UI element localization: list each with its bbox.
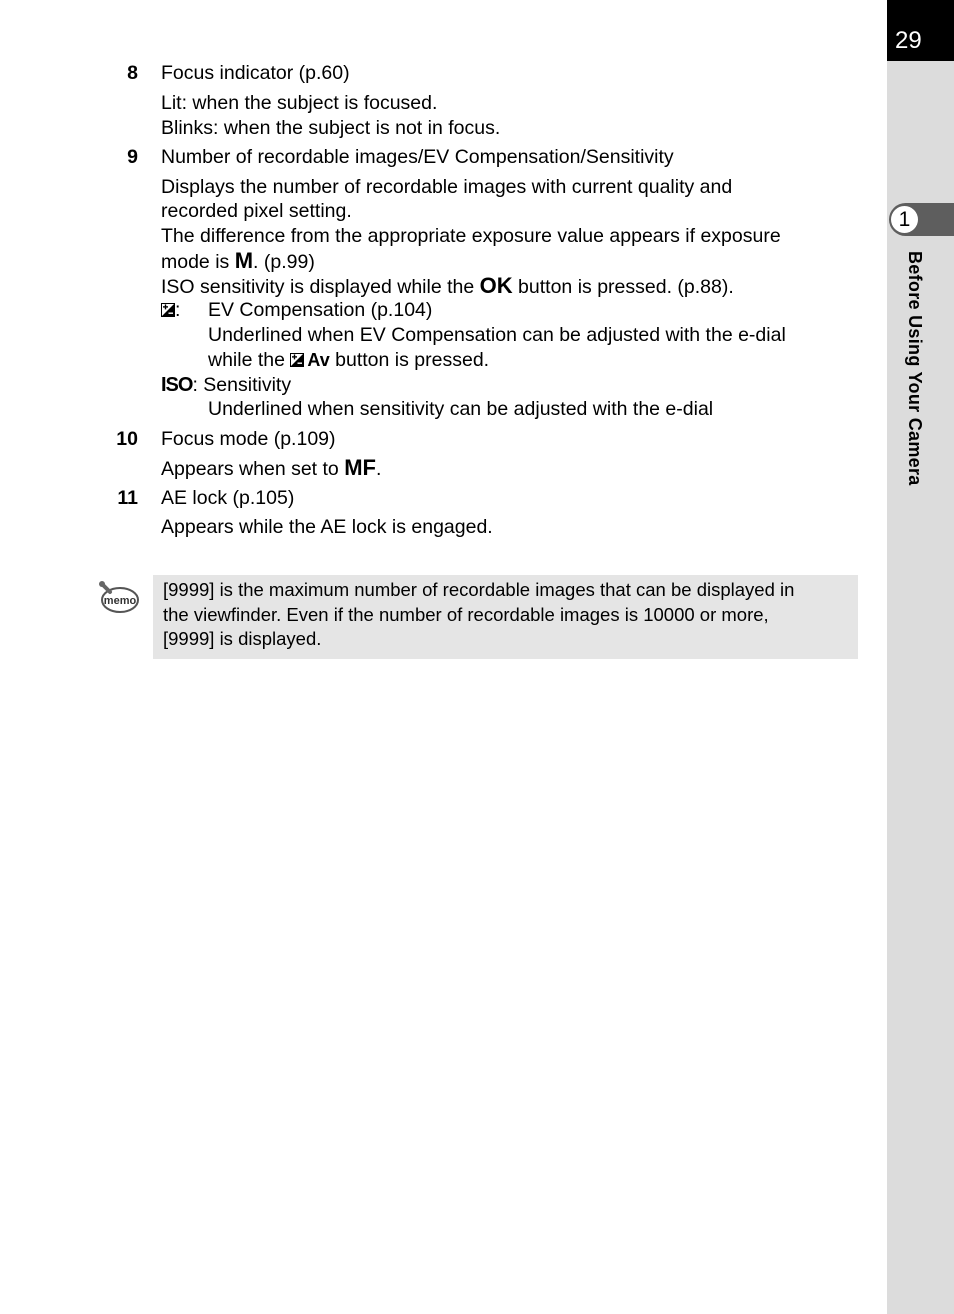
item-number: 11: [117, 487, 138, 509]
item-number: 8: [127, 62, 138, 84]
mf-suffix: .: [375, 458, 382, 480]
side-tab-strip: [887, 0, 954, 1314]
item-number: 9: [127, 146, 138, 168]
iso-suffix: button is pressed. (p.88).: [512, 276, 734, 298]
iso-display-line: [161, 274, 734, 300]
ev-label-colon: :: [175, 299, 181, 321]
ev-compensation-icon: [290, 353, 304, 367]
focus-mode-line: [161, 456, 381, 482]
item-text: Displays the number of recordable images with current quality and: [161, 176, 733, 198]
iso-symbol: ISO: [161, 374, 193, 396]
chapter-title: Before Using Your Camera: [905, 251, 925, 486]
item-title: Focus mode (p.109): [161, 428, 336, 450]
ok-button-symbol: OK: [479, 273, 513, 298]
mf-symbol: MF: [344, 455, 376, 480]
iso-prefix: ISO sensitivity is displayed while the: [161, 276, 480, 298]
memo-text: the viewfinder. Even if the number of recordable images is 10000 or more,: [163, 604, 769, 625]
ev-compensation-label: [161, 298, 180, 323]
memo-icon-label: memo: [103, 595, 137, 607]
item-text: Lit: when the subject is focused.: [161, 92, 438, 114]
item-text: Appears while the AE lock is engaged.: [161, 516, 493, 538]
mode-suffix: . (p.99): [253, 251, 315, 273]
item-text: The difference from the appropriate exposure value appears if exposure: [161, 225, 781, 247]
chapter-number: 1: [891, 206, 918, 233]
item-text: Blinks: when the subject is not in focus.: [161, 117, 501, 139]
page-number: 29: [895, 27, 922, 54]
item-text: recorded pixel setting.: [161, 200, 352, 222]
item-title: Number of recordable images/EV Compensation/Sensitivity: [161, 146, 674, 168]
av-button-symbol: Av: [307, 350, 330, 370]
mf-prefix: Appears when set to: [161, 458, 345, 480]
ev-desc2-suffix: button is pressed.: [329, 349, 490, 371]
exposure-mode-line: [161, 249, 315, 275]
ev-desc2-prefix: while the: [208, 349, 291, 371]
memo-text: [9999] is displayed.: [163, 628, 322, 649]
mode-prefix: mode is: [161, 251, 235, 273]
sensitivity-desc: Underlined when sensitivity can be adjusted with the e-dial: [208, 398, 714, 420]
item-title: AE lock (p.105): [161, 487, 295, 509]
item-number: 10: [116, 428, 138, 450]
memo-icon: [96, 578, 140, 616]
memo-text: [9999] is the maximum number of recordable images that can be displayed in: [163, 579, 795, 600]
sensitivity-title: : Sensitivity: [192, 374, 292, 396]
manual-mode-symbol: M: [234, 248, 254, 273]
sensitivity-label: [161, 373, 291, 398]
ev-compensation-desc2: [208, 348, 489, 373]
ev-compensation-icon: [161, 303, 175, 317]
item-title: Focus indicator (p.60): [161, 62, 350, 84]
ev-compensation-desc: Underlined when EV Compensation can be adjusted with the e-dial: [208, 324, 786, 346]
ev-compensation-title: EV Compensation (p.104): [208, 299, 433, 321]
